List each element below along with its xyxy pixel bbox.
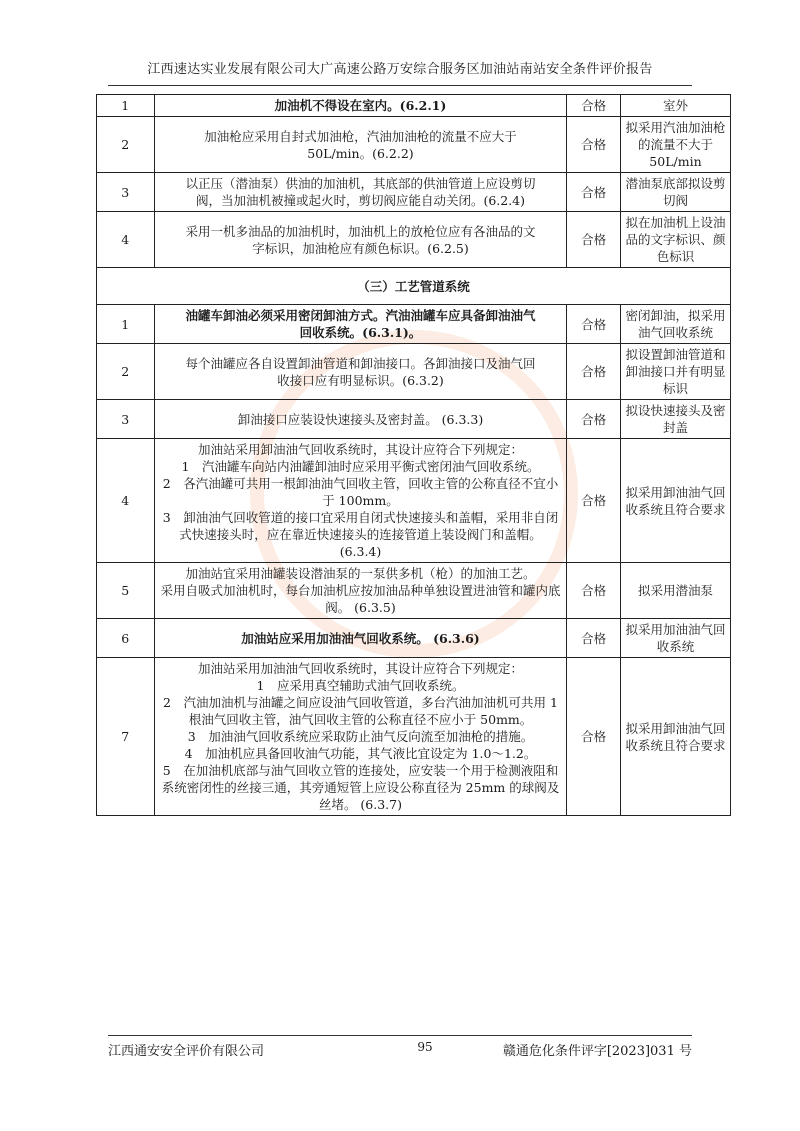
section-title: （三）工艺管道系统 — [97, 268, 731, 305]
row-note: 潜油泵底部拟设剪切阀 — [620, 173, 730, 212]
row-index: 2 — [97, 117, 155, 173]
requirement-line: 采用一机多油品的加油机时，加油机上的放枪位应有各油品的文 — [185, 223, 536, 239]
row-requirement — [154, 305, 567, 344]
table-body-bottom — [97, 305, 731, 816]
table-row — [97, 400, 731, 439]
page-header-title: 江西速达实业发展有限公司大广高速公路万安综合服务区加油站南站安全条件评价报告 — [147, 62, 653, 77]
section-row — [97, 268, 731, 305]
requirement-line: 每个油罐应各自设置卸油管道和卸油接口。各卸油接口及油气回 — [185, 355, 536, 371]
row-note: 拟采用潜油泵 — [620, 563, 730, 619]
row-result: 合格 — [567, 212, 621, 268]
footer-company: 江西通安安全评价有限公司 — [108, 1044, 265, 1059]
row-note: 拟采用卸油油气回收系统且符合要求 — [620, 658, 730, 816]
requirement-line: 加油站应采用加油油气回收系统。 (6.3.6) — [241, 630, 480, 646]
evaluation-table — [96, 94, 731, 816]
row-index: 2 — [97, 344, 155, 400]
requirement-line: 字标识，加油枪应有颜色标识。(6.2.5) — [252, 240, 469, 256]
row-result: 合格 — [567, 619, 621, 658]
requirement-line: 加油机不得设在室内。(6.2.1) — [274, 98, 447, 113]
requirement-line: 收接口应有明显标识。(6.3.2) — [277, 372, 444, 388]
row-result: 合格 — [567, 95, 621, 117]
requirement-line: 50L/min。(6.2.2) — [307, 145, 414, 161]
row-result: 合格 — [567, 439, 621, 563]
row-requirement — [154, 344, 567, 400]
row-requirement — [154, 173, 567, 212]
table-body-top — [97, 95, 731, 268]
table-row — [97, 619, 731, 658]
requirement-line: 油罐车卸油必须采用密闭卸油方式。汽油油罐车应具备卸油油气 — [185, 308, 536, 323]
row-requirement — [154, 619, 567, 658]
requirement-line: 4 加油机应具备回收油气功能，其气液比宜设定为 1.0～1.2。 — [184, 746, 537, 761]
row-note: 拟采用加油油气回收系统 — [620, 619, 730, 658]
row-result: 合格 — [567, 305, 621, 344]
row-requirement — [154, 400, 567, 439]
footer-doc-number: 赣通危化条件评字[2023]031 号 — [502, 1044, 692, 1059]
requirement-line: 5 在加油机底部与油气回收立管的连接处，应安装一个用于检测液阻和系统密闭性的丝接三通，其旁通短管上应设公称直径为 25mm 的球阀及丝堵。 (6.3.7) — [161, 763, 560, 812]
requirement-line: 1 应采用真空辅助式油气回收系统。 — [256, 678, 465, 693]
footer-rule — [108, 1035, 692, 1036]
row-note: 拟设置卸油管道和卸油接口并有明显标识 — [620, 344, 730, 400]
row-index: 1 — [97, 305, 155, 344]
table-row — [97, 344, 731, 400]
table-row — [97, 305, 731, 344]
row-index: 6 — [97, 619, 155, 658]
requirement-line: 采用自吸式加油机时，每台加油机应按加油品种单独设置进油管和罐内底阀。 (6.3.5) — [160, 583, 561, 615]
requirement-line: 1 汽油罐车向站内油罐卸油时应采用平衡式密闭油气回收系统。 — [181, 459, 540, 474]
table-row — [97, 95, 731, 117]
row-result: 合格 — [567, 658, 621, 816]
requirement-line: 加油枪应采用自封式加油枪，汽油加油枪的流量不应大于 — [204, 128, 517, 144]
row-requirement — [154, 658, 567, 816]
table-row — [97, 658, 731, 816]
row-result: 合格 — [567, 173, 621, 212]
row-result: 合格 — [567, 117, 621, 173]
table-row — [97, 212, 731, 268]
row-index: 3 — [97, 400, 155, 439]
row-result: 合格 — [567, 400, 621, 439]
row-note: 拟采用汽油加油枪的流量不大于 50L/min — [620, 117, 730, 173]
row-note: 拟在加油机上设油品的文字标识、颜色标识 — [620, 212, 730, 268]
requirement-line: 阀，当加油机被撞或起火时，剪切阀应能自动关闭。(6.2.4) — [195, 193, 526, 208]
row-index: 7 — [97, 658, 155, 816]
table-row — [97, 439, 731, 563]
row-requirement — [154, 95, 567, 117]
row-result: 合格 — [567, 344, 621, 400]
table-row — [97, 563, 731, 619]
requirement-line: 3 加油油气回收系统应采取防止油气反向流至加油枪的措施。 — [187, 729, 534, 744]
row-index: 4 — [97, 212, 155, 268]
row-index: 4 — [97, 439, 155, 563]
requirement-line: 2 汽油加油机与油罐之间应设油气回收管道，多台汽油加油机可共用 1 根油气回收主管，油气回收主管的公称直径不应小于 50mm。 — [163, 695, 558, 727]
row-note: 拟采用卸油油气回收系统且符合要求 — [620, 439, 730, 563]
row-requirement — [154, 117, 567, 173]
row-index: 3 — [97, 173, 155, 212]
row-note: 拟设快速接头及密封盖 — [620, 400, 730, 439]
row-note: 密闭卸油，拟采用油气回收系统 — [620, 305, 730, 344]
row-requirement — [154, 212, 567, 268]
row-index: 1 — [97, 95, 155, 117]
row-requirement — [154, 563, 567, 619]
page-number: 95 — [417, 1040, 433, 1054]
table-row — [97, 117, 731, 173]
requirement-line: 2 各汽油罐可共用一根卸油油气回收主管，回收主管的公称直径不宜小于 100mm。 — [162, 476, 559, 508]
requirement-line: 加油站采用卸油油气回收系统时，其设计应符合下列规定： — [197, 442, 523, 457]
row-requirement — [154, 439, 567, 563]
requirement-line: 回收系统。(6.3.1)。 — [299, 325, 422, 340]
requirement-line: 加油站宜采用油罐装设潜油泵的一泵供多机（枪）的加油工艺。 — [185, 566, 536, 581]
requirement-line: 3 卸油油气回收管道的接口宜采用自闭式快速接头和盖帽，采用非自闭式快速接头时，应在靠近快速接头的连接管道上装设阀门和盖帽。 (6.3.4) — [162, 510, 559, 559]
requirement-line: 加油站采用加油油气回收系统时，其设计应符合下列规定： — [197, 661, 523, 676]
row-note: 室外 — [620, 95, 730, 117]
requirement-line: 卸油接口应装设快速接头及密封盖。 (6.3.3) — [237, 411, 484, 427]
table-section — [97, 268, 731, 305]
row-index: 5 — [97, 563, 155, 619]
requirement-line: 以正压（潜油泵）供油的加油机，其底部的供油管道上应设剪切 — [185, 176, 536, 191]
row-result: 合格 — [567, 563, 621, 619]
table-row — [97, 173, 731, 212]
header-rule — [108, 85, 692, 86]
